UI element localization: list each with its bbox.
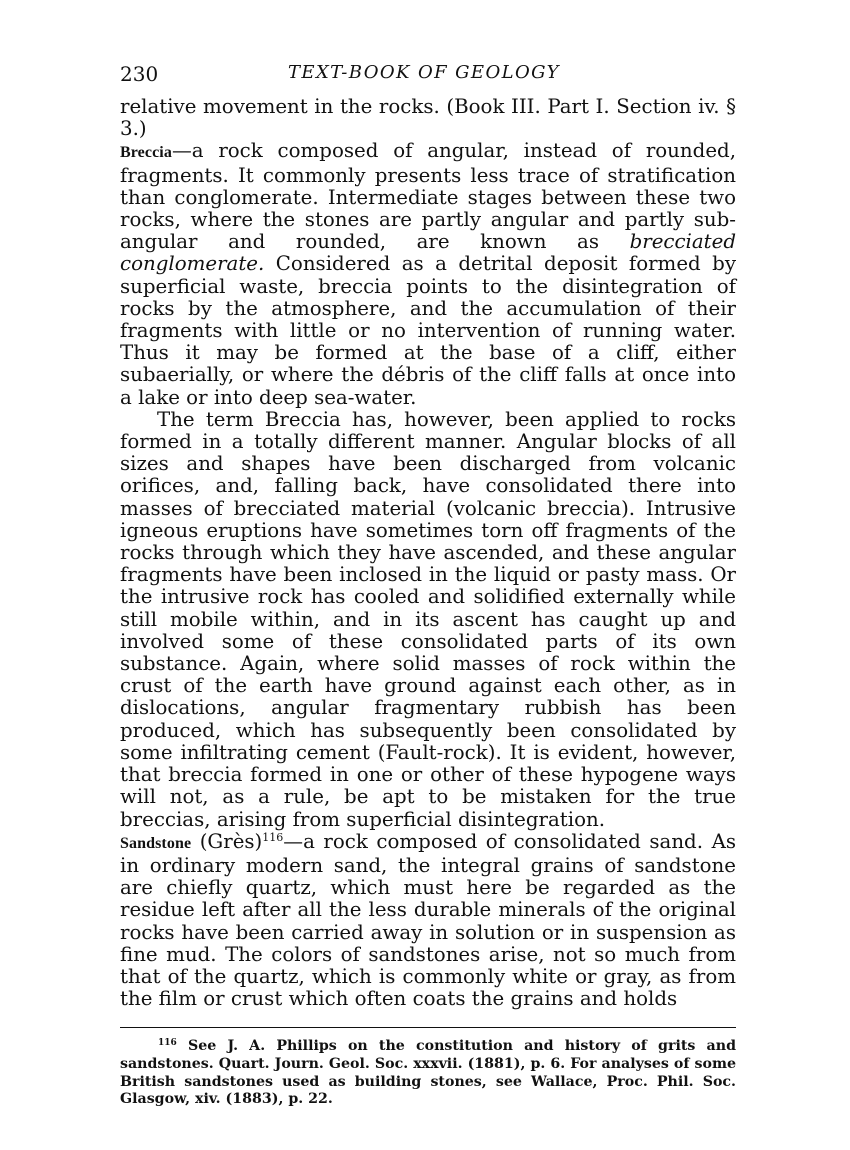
continuation-paragraph: relative movement in the rocks. (Book III. Part I. Section iv. § 3.) bbox=[120, 95, 736, 141]
sandstone-paragraph bbox=[120, 831, 736, 1011]
body-text bbox=[120, 96, 736, 1010]
book-page bbox=[120, 56, 736, 1109]
page-header bbox=[120, 56, 736, 96]
brecciated-conglomerate-term: brecciated conglomerate. bbox=[120, 230, 736, 276]
breccia-text-end: Considered as a detrital deposit formed by superficial waste, breccia points to the disintegration of rocks by the atmosphere, and the accumulation of their fragments with little or no intervention of running water. Thus it may be formed at the base of a cliff, either subaerially, or where the débris of the cliff falls at once into a lake or into deep sea-water. bbox=[120, 252, 736, 409]
breccia-term: Breccia bbox=[120, 144, 172, 162]
page-number: 230 bbox=[120, 62, 159, 86]
footnote-reference: 116 bbox=[262, 830, 284, 844]
footnote-116 bbox=[120, 1038, 736, 1108]
sandstone-text: —a rock composed of consolidated sand. As in ordinary modern sand, the integral grains of sandstone are chiefly quartz, which must here be regarded as the residue left after all the less durable minerals of the original rocks have been carried away in solution or in suspension as fine mud. The colors of sandstones arise, not so much from that of the quartz, which is commonly white or gray, as from the film or crust which often coats the grains and holds bbox=[120, 829, 737, 1011]
running-title: TEXT-BOOK OF GEOLOGY bbox=[288, 62, 560, 83]
sandstone-french-name: (Grès) bbox=[191, 829, 263, 853]
footnote-divider bbox=[120, 1027, 736, 1028]
footnotes bbox=[120, 1038, 736, 1108]
breccia-second-paragraph: The term Breccia has, however, been applied to rocks formed in a totally different manner. Angular blocks of all sizes and shapes have been discharged from volcanic orifices, and, falling back, have consolidated there into masses of brecciated material (volcanic breccia). Intrusive igneous eruptions have sometimes torn off fragments of the rocks through which they have ascended, and these angular fragments have been inclosed in the liquid or pasty mass. Or the intrusive rock has cooled and solidified externally while still mobile within, and in its ascent has caught up and involved some of these consolidated parts of its own substance. Again, where solid masses of rock within the crust of the earth have ground against each other, as in dislocations, angular fragmentary rubbish has been produced, which has subsequently been consolidated by some infiltrating cement (Fault-rock). It is evident, however, that breccia formed in one or other of these hypogene ways will not, as a rule, be apt to be mistaken for the true breccias, arising from superficial disintegration. bbox=[120, 407, 736, 831]
footnote-mark: 116 bbox=[158, 1038, 177, 1049]
sandstone-term: Sandstone bbox=[120, 834, 192, 852]
footnote-text: See J. A. Phillips on the constitution and history of grits and sandstones. Quart. Journ. Geol. Soc. xxxvii. (1881), p. 6. For analyses of some British sandstones used as building stones, see Wallace, Proc. Phil. Soc. Glasgow, xiv. (1883), p. 22. bbox=[120, 1038, 736, 1108]
breccia-paragraph bbox=[120, 140, 736, 408]
breccia-text-start: —a rock composed of angular, instead of rounded, fragments. It commonly presents less trace of stratification than conglomerate. Intermediate stages between these two rocks, where the stones are partly angular and partly sub-angular and rounded, are known as bbox=[120, 139, 736, 254]
